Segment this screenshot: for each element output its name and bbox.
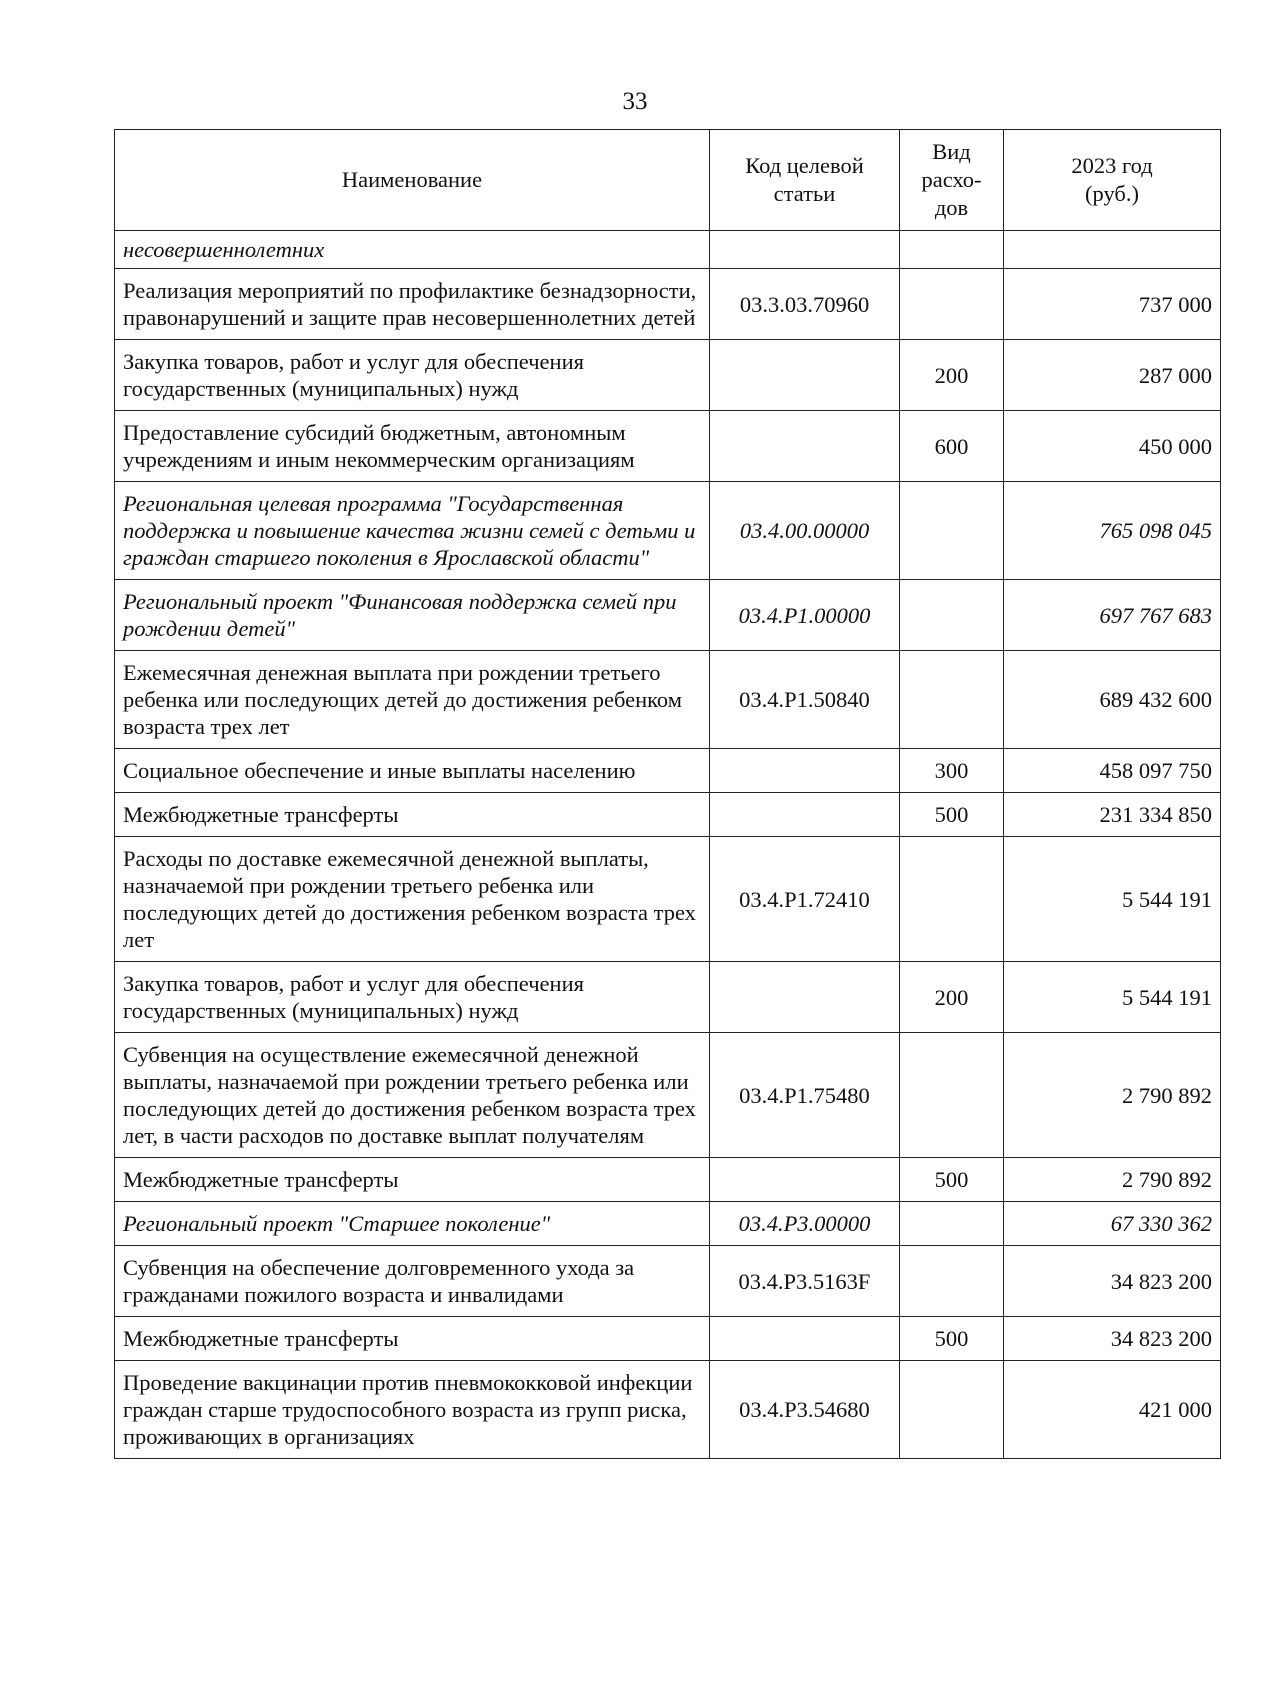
- cell-sum: 450 000: [1004, 411, 1221, 482]
- cell-kind: [900, 269, 1004, 340]
- cell-name: Региональная целевая программа "Государственная поддержка и повышение качества жизни семей с детьми и граждан старшего поколения в Ярославской области": [115, 482, 710, 580]
- cell-name: Межбюджетные трансферты: [115, 1317, 710, 1361]
- cell-code: 03.4.Р3.00000: [710, 1202, 900, 1246]
- cell-kind: 500: [900, 1317, 1004, 1361]
- cell-kind: 600: [900, 411, 1004, 482]
- budget-table: [114, 129, 1221, 1459]
- cell-kind: [900, 1202, 1004, 1246]
- cell-name: Закупка товаров, работ и услуг для обеспечения государственных (муниципальных) нужд: [115, 962, 710, 1033]
- cell-code: [710, 411, 900, 482]
- table-row: [115, 580, 1221, 651]
- table-row: [115, 411, 1221, 482]
- cell-kind: 300: [900, 749, 1004, 793]
- cell-name: Межбюджетные трансферты: [115, 1158, 710, 1202]
- table-row: [115, 1246, 1221, 1317]
- cell-name: Субвенция на обеспечение долговременного ухода за гражданами пожилого возраста и инвалидами: [115, 1246, 710, 1317]
- table-row: [115, 1033, 1221, 1158]
- cell-code: 03.4.00.00000: [710, 482, 900, 580]
- cell-name: Расходы по доставке ежемесячной денежной выплаты, назначаемой при рождении третьего ребенка или последующих детей до достижения ребенком возраста трех лет: [115, 837, 710, 962]
- cell-code: [710, 340, 900, 411]
- table-row: [115, 340, 1221, 411]
- table-row: [115, 269, 1221, 340]
- cell-sum: 5 544 191: [1004, 962, 1221, 1033]
- cell-name: Проведение вакцинации против пневмококковой инфекции граждан старше трудоспособного возраста из групп риска, проживающих в организациях: [115, 1361, 710, 1459]
- cell-code: 03.4.Р3.54680: [710, 1361, 900, 1459]
- cell-name: Предоставление субсидий бюджетным, автономным учреждениям и иным некоммерческим организациям: [115, 411, 710, 482]
- cell-code: 03.4.Р1.50840: [710, 651, 900, 749]
- table-row: [115, 962, 1221, 1033]
- cell-name: Ежемесячная денежная выплата при рождении третьего ребенка или последующих детей до достижения ребенком возраста трех лет: [115, 651, 710, 749]
- header-name: Наименование: [115, 130, 710, 231]
- cell-kind: [900, 651, 1004, 749]
- cell-code: [710, 749, 900, 793]
- cell-sum: 287 000: [1004, 340, 1221, 411]
- table-row: [115, 482, 1221, 580]
- cell-sum: 34 823 200: [1004, 1317, 1221, 1361]
- cell-kind: [900, 837, 1004, 962]
- cell-sum: 689 432 600: [1004, 651, 1221, 749]
- cell-sum: 2 790 892: [1004, 1033, 1221, 1158]
- cell-name: несовершеннолетних: [115, 231, 710, 269]
- cell-code: [710, 793, 900, 837]
- table-row: [115, 231, 1221, 269]
- table-body: [115, 231, 1221, 1459]
- cell-kind: [900, 1033, 1004, 1158]
- cell-kind: [900, 580, 1004, 651]
- cell-code: 03.3.03.70960: [710, 269, 900, 340]
- cell-sum: 34 823 200: [1004, 1246, 1221, 1317]
- cell-sum: 67 330 362: [1004, 1202, 1221, 1246]
- cell-kind: [900, 1246, 1004, 1317]
- cell-kind: 200: [900, 340, 1004, 411]
- header-sum: 2023 год (руб.): [1004, 130, 1221, 231]
- header-code: Код целевой статьи: [710, 130, 900, 231]
- cell-kind: [900, 1361, 1004, 1459]
- cell-code: 03.4.Р3.5163F: [710, 1246, 900, 1317]
- table-row: [115, 1317, 1221, 1361]
- cell-kind: [900, 231, 1004, 269]
- cell-code: [710, 231, 900, 269]
- cell-kind: 500: [900, 793, 1004, 837]
- cell-code: 03.4.Р1.72410: [710, 837, 900, 962]
- cell-name: Закупка товаров, работ и услуг для обеспечения государственных (муниципальных) нужд: [115, 340, 710, 411]
- cell-kind: 200: [900, 962, 1004, 1033]
- cell-sum: 2 790 892: [1004, 1158, 1221, 1202]
- cell-name: Региональный проект "Старшее поколение": [115, 1202, 710, 1246]
- cell-sum: [1004, 231, 1221, 269]
- cell-sum: 421 000: [1004, 1361, 1221, 1459]
- table-header-row: [115, 130, 1221, 231]
- cell-code: [710, 1317, 900, 1361]
- cell-name: Социальное обеспечение и иные выплаты населению: [115, 749, 710, 793]
- cell-kind: [900, 482, 1004, 580]
- cell-code: [710, 1158, 900, 1202]
- cell-name: Реализация мероприятий по профилактике безнадзорности, правонарушений и защите прав несовершеннолетних детей: [115, 269, 710, 340]
- table-row: [115, 1202, 1221, 1246]
- cell-name: Региональный проект "Финансовая поддержка семей при рождении детей": [115, 580, 710, 651]
- cell-sum: 5 544 191: [1004, 837, 1221, 962]
- cell-name: Субвенция на осуществление ежемесячной денежной выплаты, назначаемой при рождении третьего ребенка или последующих детей до достижения ребенком возраста трех лет, в части расходов по доставке выплат получателям: [115, 1033, 710, 1158]
- cell-code: 03.4.Р1.00000: [710, 580, 900, 651]
- table-row: [115, 651, 1221, 749]
- page-number: 33: [622, 88, 648, 115]
- header-kind: Вид расхо- дов: [900, 130, 1004, 231]
- table-row: [115, 1158, 1221, 1202]
- table-row: [115, 793, 1221, 837]
- cell-kind: 500: [900, 1158, 1004, 1202]
- table-row: [115, 1361, 1221, 1459]
- cell-sum: 765 098 045: [1004, 482, 1221, 580]
- cell-sum: 231 334 850: [1004, 793, 1221, 837]
- cell-sum: 458 097 750: [1004, 749, 1221, 793]
- cell-code: [710, 962, 900, 1033]
- table-row: [115, 837, 1221, 962]
- cell-sum: 737 000: [1004, 269, 1221, 340]
- table-row: [115, 749, 1221, 793]
- cell-name: Межбюджетные трансферты: [115, 793, 710, 837]
- cell-sum: 697 767 683: [1004, 580, 1221, 651]
- cell-code: 03.4.Р1.75480: [710, 1033, 900, 1158]
